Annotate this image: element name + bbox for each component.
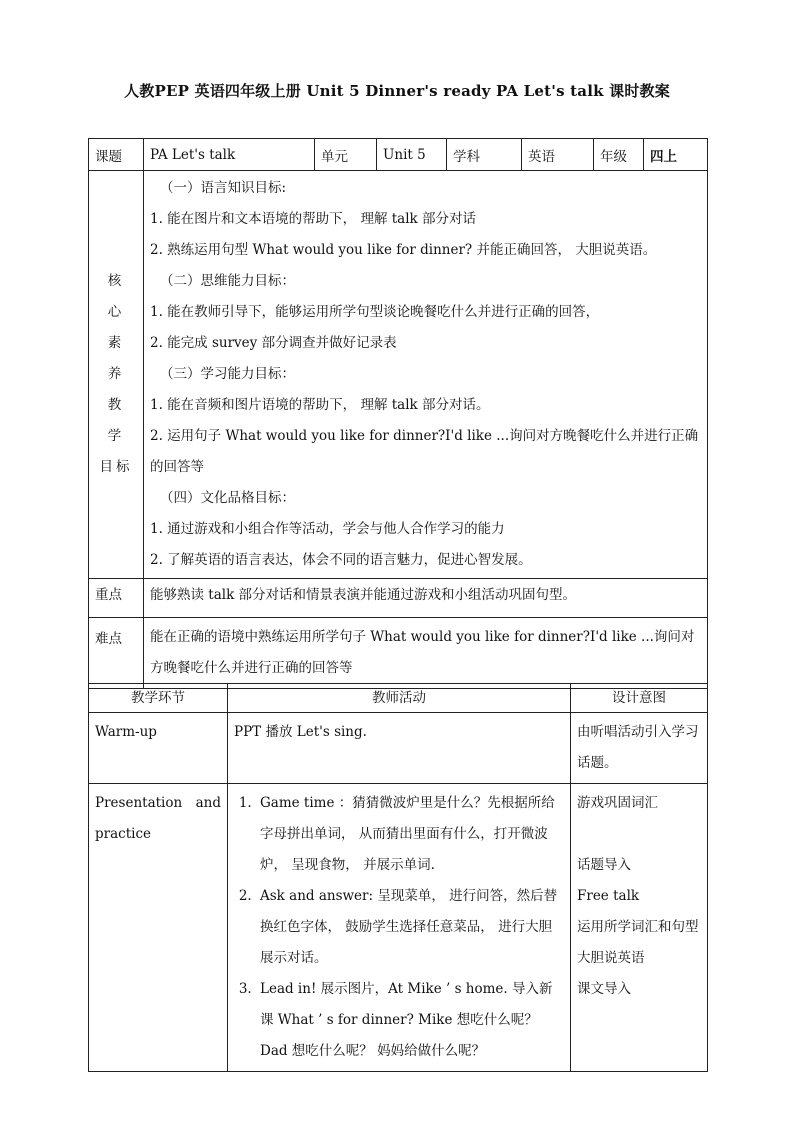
activity-step: 3. Lead in! 展示图片，At Mike ’ s home. 导入新课 What ’ s for dinner? Mike 想吃什么呢？Dad 想吃什么呢？ 妈妈给做什么呢？ [256, 974, 564, 1067]
objectives-content [144, 171, 708, 579]
warmup-stage: Warm-up [89, 713, 228, 784]
objective-line: 2. 了解英语的语言表达，体会不同的语言魅力，促进心智发展。 [150, 552, 532, 568]
intent-line: 话题导入 [577, 857, 631, 873]
warmup-intent: 由听唱活动引入学习话题。 [571, 713, 708, 784]
objective-line: 1. 通过游戏和小组合作等活动，学会与他人合作学习的能力 [150, 521, 505, 537]
topic-label: 课题 [89, 139, 144, 171]
intent-line: 游戏巩固词汇 [577, 795, 658, 811]
objective-line: 1. 能在音频和图片语境的帮助下， 理解 talk 部分对话。 [150, 397, 490, 413]
key-point-row [89, 579, 708, 618]
objective-line: （二）思维能力目标： [160, 273, 295, 289]
grade-value: 四上 [644, 139, 708, 171]
process-header-row [89, 684, 708, 713]
intent-line: Free talk [577, 888, 640, 904]
objectives-row [89, 171, 708, 579]
objective-line: 2. 运用句子 What would you like for dinner?I'd like ...询问对方晚餐吃什么并进行正确的回答等 [150, 428, 699, 475]
presentation-stage-word: Presentation [95, 795, 183, 811]
objective-line: （一）语言知识目标: [160, 180, 287, 196]
document-title: 人教PEP 英语四年级上册 Unit 5 Dinner's ready PA Let's talk 课时教案 [124, 82, 670, 100]
difficulty-row [89, 618, 708, 689]
unit-value: Unit 5 [377, 139, 447, 171]
teaching-process-table [88, 683, 708, 1072]
objective-line: 1. 能在教师引导下，能够运用所学句型谈论晚餐吃什么并进行正确的回答， [150, 304, 600, 320]
presentation-stage-line: practice [95, 826, 151, 842]
design-intent-header: 设计意图 [571, 684, 708, 713]
difficulty-text: 能在正确的语境中熟练运用所学句子 What would you like for dinner?I'd like ...询问对方晚餐吃什么并进行正确的回答等 [144, 618, 708, 689]
warmup-teacher-activity: PPT 播放 Let's sing. [228, 713, 571, 784]
info-row [89, 139, 708, 171]
difficulty-label: 难点 [89, 618, 144, 689]
teacher-activity-header: 教师活动 [228, 684, 571, 713]
topic-value: PA Let's talk [144, 139, 315, 171]
warmup-row [89, 713, 708, 784]
key-point-text: 能够熟读 talk 部分对话和情景表演并能通过游戏和小组活动巩固句型。 [144, 579, 708, 618]
grade-label: 年级 [594, 139, 644, 171]
presentation-row [89, 784, 708, 1072]
activity-steps-list [234, 788, 564, 1067]
intent-spacer [577, 819, 701, 850]
activity-step: 1. Game time ：猜猜微波炉里是什么？先根据所给字母拼出单词， 从而猜出里面有什么，打开微波炉， 呈现食物， 并展示单词. [256, 788, 564, 881]
presentation-stage-line [95, 788, 221, 819]
stage-header: 教学环节 [89, 684, 228, 713]
presentation-stage-word: and [195, 795, 221, 811]
objective-line: 2. 熟练运用句型 What would you like for dinner? 并能正确回答， 大胆说英语。 [150, 242, 657, 258]
activity-step: 2. Ask and answer: 呈现菜单， 进行问答，然后替换红色字体， 鼓励学生选择任意菜品， 进行大胆展示对话。 [256, 881, 564, 974]
lesson-info-table [88, 138, 708, 689]
objective-line: 2. 能完成 survey 部分调查并做好记录表 [150, 335, 397, 351]
presentation-teacher-activity [228, 784, 571, 1072]
objectives-label-text: 核 心 素 养 教 学 目标 [99, 273, 133, 475]
subject-value: 英语 [522, 139, 594, 171]
presentation-stage [89, 784, 228, 1072]
subject-label: 学科 [447, 139, 522, 171]
unit-label: 单元 [315, 139, 377, 171]
intent-line: 课文导入 [577, 981, 631, 997]
objective-line: 1. 能在图片和文本语境的帮助下， 理解 talk 部分对话 [150, 211, 477, 227]
presentation-intent [571, 784, 708, 1072]
objective-line: （四）文化品格目标： [160, 490, 295, 506]
intent-line: 运用所学词汇和句型大胆说英语 [577, 919, 699, 966]
objectives-label [89, 171, 144, 579]
key-point-label: 重点 [89, 579, 144, 618]
objective-line: （三）学习能力目标： [160, 366, 295, 382]
